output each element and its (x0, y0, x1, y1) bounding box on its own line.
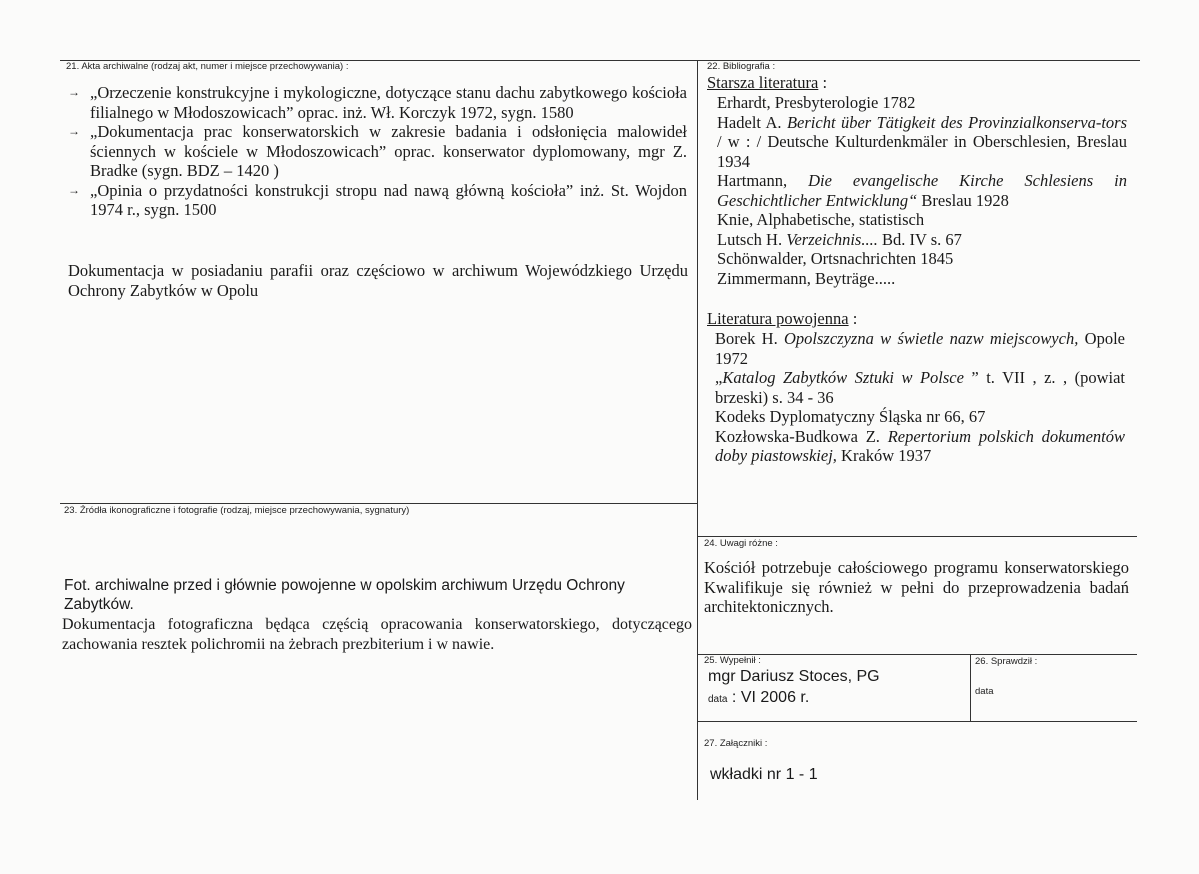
entry-plain: Hartmann, (717, 171, 809, 190)
archive-note: Dokumentacja w posiadaniu parafii oraz częściowo w archiwum Wojewódzkiego Urzędu Ochrony Zabytków w Opolu (68, 261, 688, 300)
entry-plain: Zimmermann, Beyträge..... (717, 268, 896, 288)
entry-plain: Kozłowska-Budkowa Z. (715, 426, 888, 446)
heading-text: Literatura powojenna (707, 309, 849, 328)
item-text: „Opinia o przydatności konstrukcji stropu nad nawą główną kościoła” inż. St. Wojdon 1974 r., sygn. 1500 (90, 180, 687, 219)
bibliography-entry (715, 368, 1125, 407)
entry-plain: Schönwalder, Ortsnachrichten 1845 (717, 249, 954, 268)
entry-italic: Die evangelische Kirche Schlesiens in Geschichtlicher Entwicklung“ (717, 171, 1127, 210)
bibliography-entry (715, 329, 1125, 368)
section-27-label: 27. Załączniki : (704, 738, 768, 749)
rule-27 (697, 721, 1137, 722)
entry-italic: Bericht über Tätigkeit des Provinzialkonserva-tors (786, 112, 1127, 132)
checked-date-label: data (975, 686, 994, 697)
entry-plain: Hadelt A. (717, 112, 787, 132)
entry-rest: Bd. IV s. 67 (877, 229, 962, 249)
filled-by-date (708, 688, 809, 710)
bibliography-entry (717, 210, 1127, 230)
item-text: „Dokumentacja prac konserwatorskich w zakresie badania i odsłonięcia malowideł ściennych w kościele w Młodoszowicach” oprac. konserwator dyplomowany, mgr Z. Bradke (sygn. BDZ – 1420 ) (90, 122, 687, 180)
entry-italic: Verzeichnis.... (786, 229, 878, 249)
heading-text: Starsza literatura (707, 73, 819, 92)
bibliography-entry (715, 427, 1125, 466)
entry-rest: / w : / Deutsche Kulturdenkmäler in Oberschlesien, Breslau 1934 (717, 132, 1127, 171)
list-item (68, 83, 687, 122)
photo-sources-detail: Dokumentacja fotograficzna będąca częścią opracowania konserwatorskiego, dotyczącego zachowania resztek polichromii na żebrach prezbiterium i w nawie. (62, 616, 692, 653)
bibliography-entry (717, 230, 1127, 250)
old-literature-heading: Starsza literatura : (707, 73, 828, 92)
entry-rest: ” t. VII , z. , (powiat brzeski) s. 34 - 36 (715, 368, 1125, 407)
archive-records-list (68, 83, 687, 220)
entry-plain: Erhardt, Presbyterologie 1782 (717, 93, 916, 112)
bibliography-entry (715, 407, 1125, 427)
section-22-label: 22. Bibliografia : (707, 61, 776, 72)
bibliography-entry (717, 269, 1127, 289)
date-sep: : (727, 689, 741, 706)
filled-by-name: mgr Dariusz Stoces, PG (708, 668, 880, 685)
list-item (68, 180, 687, 220)
new-literature-heading: Literatura powojenna : (707, 309, 858, 328)
rule-23 (60, 503, 697, 504)
section-25-label: 25. Wypełnił : (704, 655, 761, 666)
bibliography-entry (717, 171, 1127, 210)
section-24-label: 24. Uwagi różne : (704, 538, 778, 549)
list-item (68, 122, 687, 181)
date-label: data (708, 694, 728, 705)
entry-rest: Opole 1972 (715, 329, 1125, 368)
old-literature-list (717, 93, 1127, 288)
bibliography-entry (717, 249, 1127, 269)
date-value: VI 2006 r. (740, 689, 810, 706)
entry-plain: Knie, Alphabetische, statistisch (717, 210, 925, 229)
entry-plain: „ (715, 368, 723, 387)
entry-rest: Kraków 1937 (836, 446, 932, 465)
bibliography-entry (717, 93, 1127, 113)
new-literature-list (715, 329, 1125, 466)
entry-plain: Borek H. (715, 329, 785, 348)
arrow-icon: → (68, 182, 80, 197)
section-26-label: 26. Sprawdził : (975, 656, 1038, 667)
item-text: „Orzeczenie konstrukcyjne i mykologiczne, dotyczące stanu dachu zabytkowego kościoła filialnego w Młodoszowicach” oprac. inż. Wł. Korczyk 1972, sygn. 1580 (90, 83, 687, 122)
entry-italic: Katalog Zabytków Sztuki w Polsce (722, 368, 964, 387)
section-21-label: 21. Akta archiwalne (rodzaj akt, numer i miejsce przechowywania) : (66, 61, 349, 72)
rule-25 (697, 654, 1137, 655)
entry-italic: Opolszczyzna w świetle nazw miejscowych, (784, 329, 1079, 348)
arrow-icon: → (68, 124, 80, 138)
photo-sources-main: Fot. archiwalne przed i głównie powojenne w opolskim archiwum Urzędu Ochrony Zabytków. (64, 577, 625, 613)
divider-25-26 (970, 654, 971, 721)
entry-plain: Kodeks Dyplomatyczny Śląska nr 66, 67 (715, 407, 986, 426)
entry-rest: Breslau 1928 (917, 190, 1009, 210)
entry-italic: Repertorium polskich dokumentów doby piastowskiej, (715, 426, 1125, 465)
arrow-icon: → (68, 85, 80, 99)
rule-24 (697, 536, 1137, 537)
entry-plain: Lutsch H. (717, 229, 787, 249)
center-divider (697, 60, 698, 800)
attachments-text: wkładki nr 1 - 1 (710, 766, 818, 783)
bibliography-entry (717, 113, 1127, 172)
remarks-text: Kościół potrzebuje całościowego programu konserwatorskiego Kwalifikuje się również w pełni do przeprowadzenia badań architektonicznych. (704, 558, 1129, 616)
section-23-label: 23. Źródła ikonograficzne i fotografie (rodzaj, miejsce przechowywania, sygnatury) (64, 505, 410, 516)
